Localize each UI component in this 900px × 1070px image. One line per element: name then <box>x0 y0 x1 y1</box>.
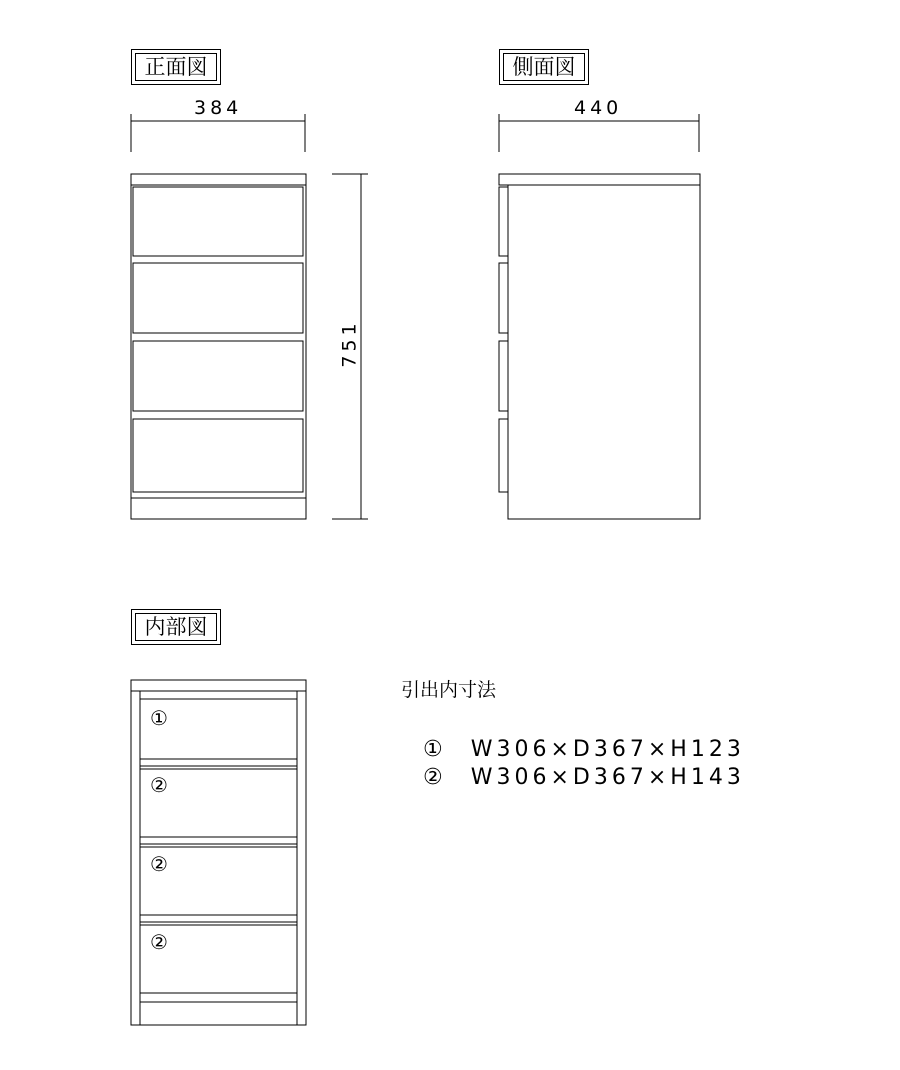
drawer-spec-row-2 <box>401 745 745 789</box>
drawer-spec-text-2: W306×D367×H143 <box>470 765 745 790</box>
internal-marker-3: ② <box>150 852 168 876</box>
side-drawer-2 <box>499 263 508 333</box>
height-value: 751 <box>338 319 361 368</box>
front-view-label-text: 正面図 <box>135 53 217 81</box>
side-view-label-text: 側面図 <box>503 53 585 81</box>
side-drawer-1 <box>499 187 508 256</box>
side-drawer-3 <box>499 341 508 411</box>
internal-marker-1: ① <box>150 706 168 730</box>
side-drawer-4 <box>499 419 508 492</box>
front-width-value: 384 <box>194 97 243 119</box>
front-drawer-3 <box>133 341 303 411</box>
internal-top-board <box>131 680 306 691</box>
side-body <box>508 185 700 519</box>
drawer-specs-title: 引出内寸法 <box>401 679 497 701</box>
side-view-label <box>499 49 589 85</box>
front-drawer-4 <box>133 419 303 492</box>
drawer-spec-marker-1: ① <box>423 737 447 762</box>
internal-view-label <box>131 609 221 645</box>
front-body <box>131 185 306 519</box>
side-view <box>499 114 700 519</box>
drawer-spec-marker-2: ② <box>423 765 447 790</box>
internal-marker-4: ② <box>150 930 168 954</box>
side-depth-value: 440 <box>574 97 623 119</box>
front-drawer-2 <box>133 263 303 333</box>
front-drawer-1 <box>133 187 303 256</box>
front-top-board <box>131 174 306 185</box>
internal-view-label-text: 内部図 <box>135 613 217 641</box>
front-view <box>131 114 368 519</box>
side-top-board <box>499 174 700 185</box>
front-view-label <box>131 49 221 85</box>
internal-marker-2: ② <box>150 773 168 797</box>
drawer-spec-text-1: W306×D367×H123 <box>470 737 745 762</box>
